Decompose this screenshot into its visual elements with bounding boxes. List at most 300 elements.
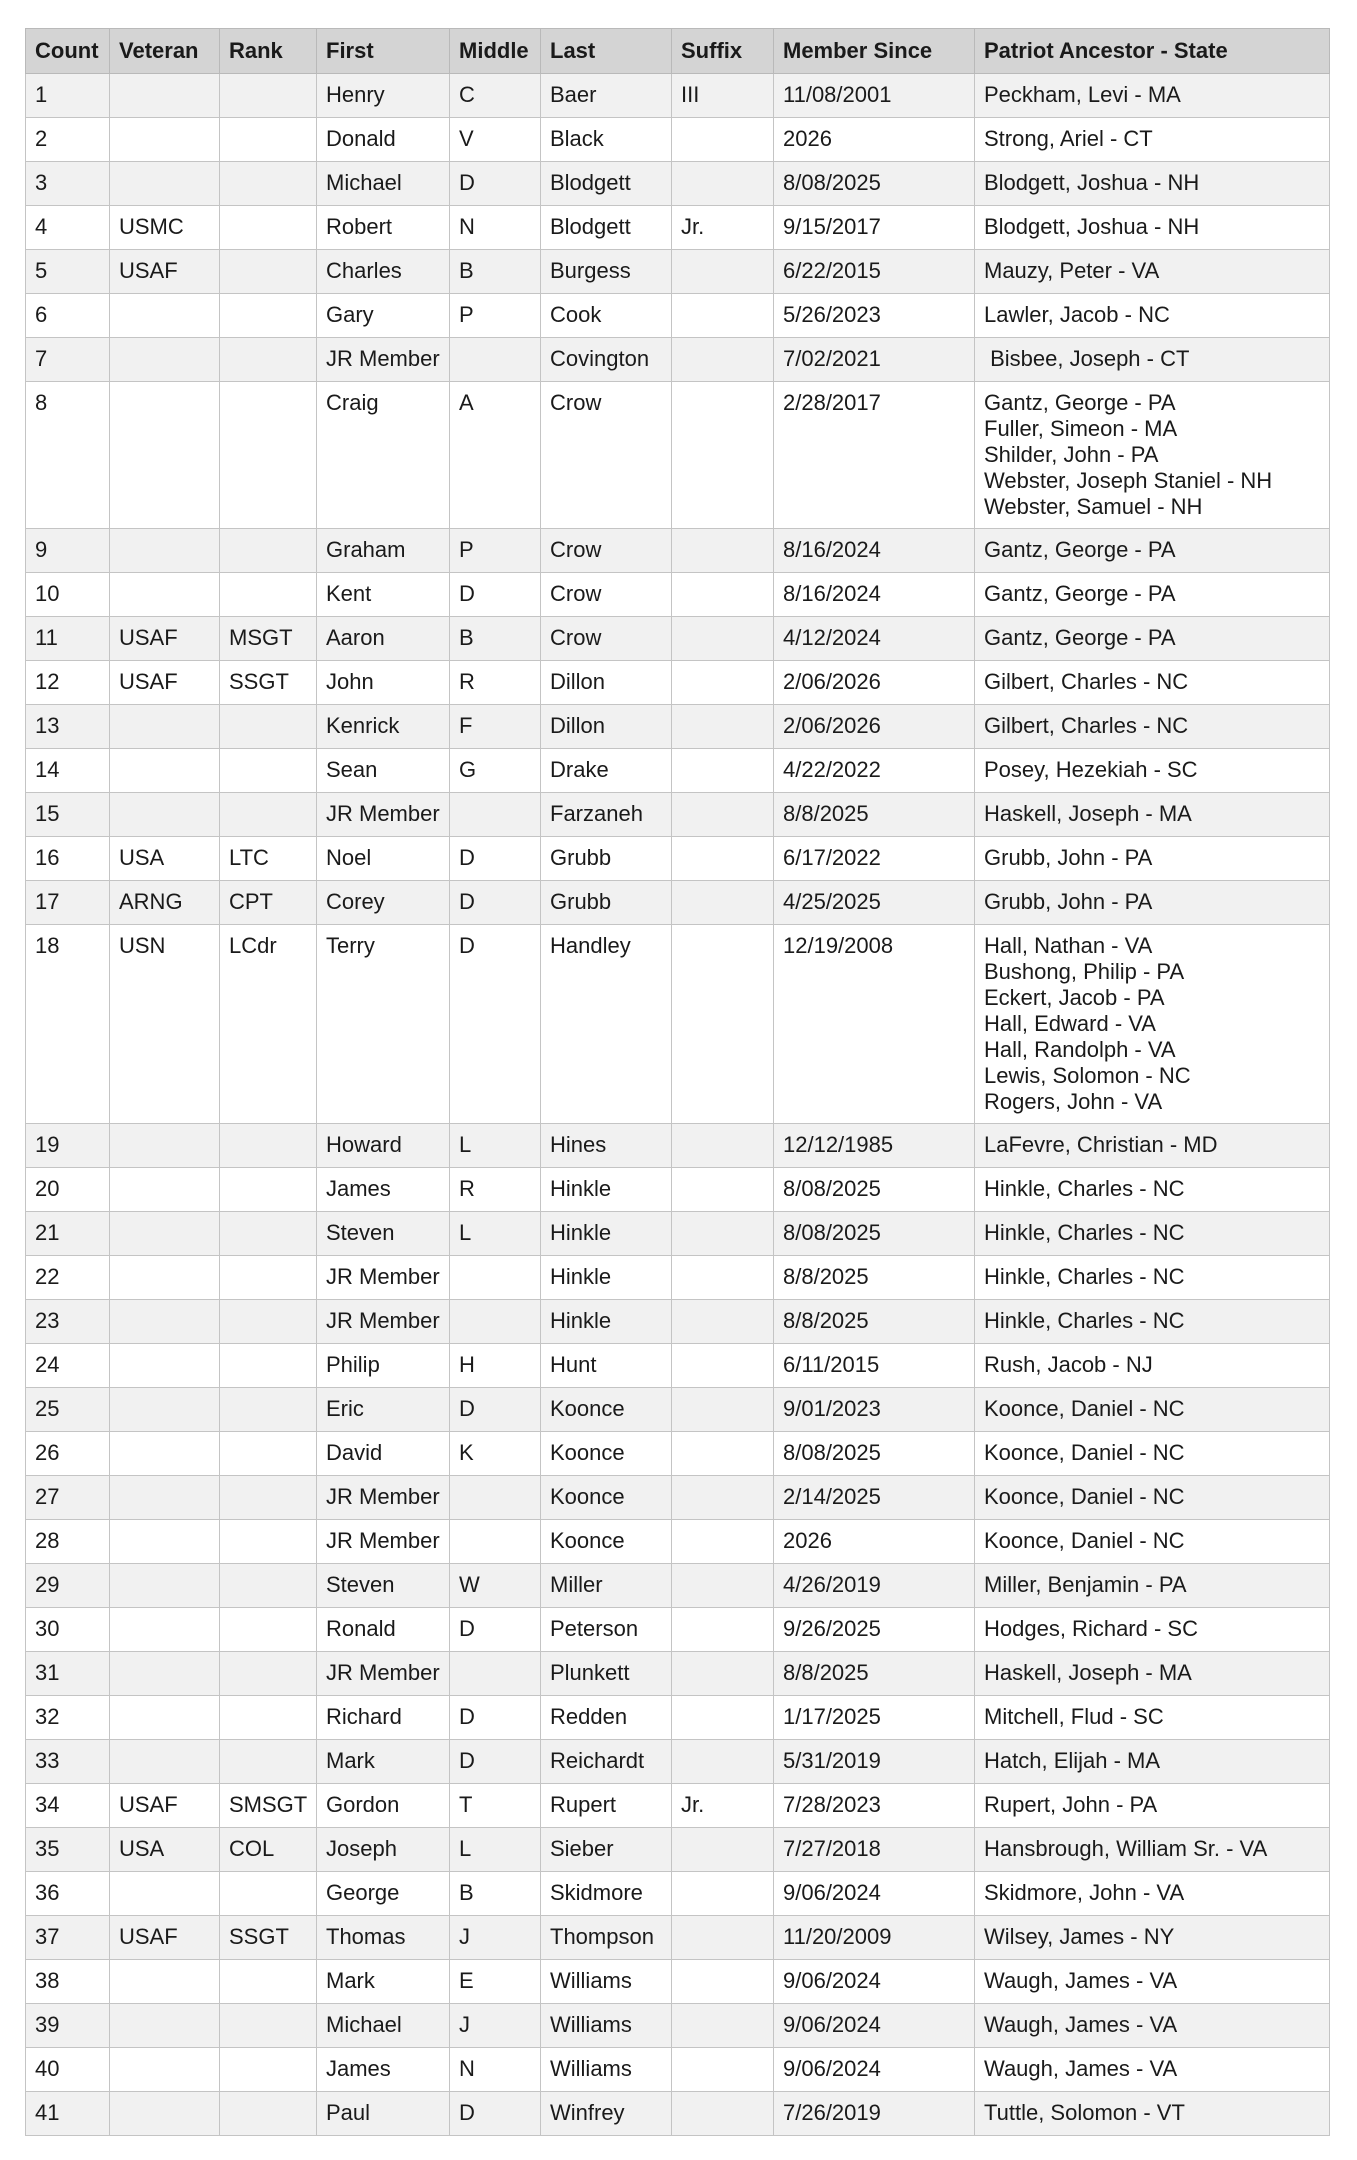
cell-last-name: Dillon xyxy=(541,705,672,749)
cell-member-since: 7/02/2021 xyxy=(774,338,975,382)
ancestor-entry: Fuller, Simeon - MA xyxy=(984,416,1178,441)
cell-member-since: 8/08/2025 xyxy=(774,1212,975,1256)
ancestor-entry: Haskell, Joseph - MA xyxy=(984,801,1192,826)
table-row xyxy=(26,837,1330,881)
ancestor-entry: Rogers, John - VA xyxy=(984,1089,1163,1114)
cell-veteran xyxy=(110,294,220,338)
cell-count: 23 xyxy=(26,1300,110,1344)
cell-count: 6 xyxy=(26,294,110,338)
table-row xyxy=(26,1344,1330,1388)
cell-rank xyxy=(220,1432,317,1476)
table-row xyxy=(26,294,1330,338)
cell-middle-initial: D xyxy=(450,1388,541,1432)
table-row xyxy=(26,881,1330,925)
cell-last-name: Covington xyxy=(541,338,672,382)
cell-rank xyxy=(220,1388,317,1432)
cell-patriot-ancestor xyxy=(975,1432,1330,1476)
cell-rank xyxy=(220,1564,317,1608)
cell-first-name: Howard xyxy=(317,1124,450,1168)
cell-rank xyxy=(220,1300,317,1344)
cell-count: 11 xyxy=(26,617,110,661)
ancestor-entry: Webster, Samuel - NH xyxy=(984,494,1203,519)
cell-first-name: David xyxy=(317,1432,450,1476)
ancestor-entry: Bushong, Philip - PA xyxy=(984,959,1185,984)
cell-member-since: 8/08/2025 xyxy=(774,1432,975,1476)
cell-member-since: 4/26/2019 xyxy=(774,1564,975,1608)
ancestor-entry: Gilbert, Charles - NC xyxy=(984,713,1189,738)
header-count: Count xyxy=(26,29,110,74)
cell-patriot-ancestor xyxy=(975,837,1330,881)
cell-first-name: Corey xyxy=(317,881,450,925)
cell-first-name: JR Member xyxy=(317,793,450,837)
cell-middle-initial: D xyxy=(450,162,541,206)
cell-middle-initial: D xyxy=(450,573,541,617)
cell-veteran xyxy=(110,1300,220,1344)
table-row xyxy=(26,1520,1330,1564)
table-header xyxy=(26,29,1330,74)
cell-veteran xyxy=(110,1476,220,1520)
ancestor-entry: LaFevre, Christian - MD xyxy=(984,1132,1218,1157)
cell-first-name: Thomas xyxy=(317,1916,450,1960)
table-row xyxy=(26,1124,1330,1168)
cell-suffix xyxy=(672,1960,774,2004)
cell-first-name: Mark xyxy=(317,1740,450,1784)
table-row xyxy=(26,206,1330,250)
ancestor-entry: Gilbert, Charles - NC xyxy=(984,669,1189,694)
table-row xyxy=(26,793,1330,837)
cell-rank xyxy=(220,573,317,617)
cell-first-name: JR Member xyxy=(317,1476,450,1520)
cell-first-name: JR Member xyxy=(317,1256,450,1300)
cell-suffix xyxy=(672,294,774,338)
cell-suffix xyxy=(672,573,774,617)
cell-count: 3 xyxy=(26,162,110,206)
cell-rank xyxy=(220,2004,317,2048)
cell-first-name: Terry xyxy=(317,925,450,1124)
cell-middle-initial: D xyxy=(450,881,541,925)
cell-rank: LCdr xyxy=(220,925,317,1124)
cell-last-name: Handley xyxy=(541,925,672,1124)
ancestor-entry: Lawler, Jacob - NC xyxy=(984,302,1170,327)
cell-patriot-ancestor xyxy=(975,573,1330,617)
cell-patriot-ancestor xyxy=(975,1520,1330,1564)
cell-suffix xyxy=(672,338,774,382)
header-rank: Rank xyxy=(220,29,317,74)
cell-last-name: Koonce xyxy=(541,1388,672,1432)
cell-veteran xyxy=(110,1564,220,1608)
header-suffix: Suffix xyxy=(672,29,774,74)
cell-patriot-ancestor xyxy=(975,1916,1330,1960)
member-table xyxy=(25,28,1330,2136)
cell-first-name: JR Member xyxy=(317,1652,450,1696)
cell-patriot-ancestor xyxy=(975,162,1330,206)
cell-member-since: 9/06/2024 xyxy=(774,2048,975,2092)
ancestor-entry: Grubb, John - PA xyxy=(984,889,1153,914)
ancestor-entry: Wilsey, James - NY xyxy=(984,1924,1175,1949)
ancestor-entry: Lewis, Solomon - NC xyxy=(984,1063,1191,1088)
cell-middle-initial: L xyxy=(450,1212,541,1256)
cell-last-name: Baer xyxy=(541,74,672,118)
cell-rank xyxy=(220,1344,317,1388)
ancestor-entry: Shilder, John - PA xyxy=(984,442,1159,467)
cell-suffix xyxy=(672,2092,774,2136)
cell-last-name: Redden xyxy=(541,1696,672,1740)
cell-first-name: JR Member xyxy=(317,338,450,382)
cell-rank xyxy=(220,1960,317,2004)
ancestor-entry: Koonce, Daniel - NC xyxy=(984,1396,1185,1421)
cell-rank xyxy=(220,1652,317,1696)
cell-member-since: 8/08/2025 xyxy=(774,162,975,206)
cell-patriot-ancestor xyxy=(975,881,1330,925)
cell-count: 25 xyxy=(26,1388,110,1432)
header-middle: Middle xyxy=(450,29,541,74)
table-row xyxy=(26,1432,1330,1476)
cell-veteran xyxy=(110,705,220,749)
cell-middle-initial xyxy=(450,338,541,382)
cell-suffix xyxy=(672,1652,774,1696)
cell-last-name: Hines xyxy=(541,1124,672,1168)
cell-count: 9 xyxy=(26,529,110,573)
ancestor-entry: Haskell, Joseph - MA xyxy=(984,1660,1192,1685)
cell-suffix xyxy=(672,1696,774,1740)
cell-first-name: JR Member xyxy=(317,1520,450,1564)
cell-veteran: USA xyxy=(110,837,220,881)
table-row xyxy=(26,2004,1330,2048)
cell-veteran xyxy=(110,1124,220,1168)
cell-last-name: Burgess xyxy=(541,250,672,294)
cell-patriot-ancestor xyxy=(975,294,1330,338)
cell-suffix: Jr. xyxy=(672,1784,774,1828)
table-row xyxy=(26,1740,1330,1784)
cell-middle-initial: E xyxy=(450,1960,541,2004)
cell-suffix xyxy=(672,1564,774,1608)
cell-patriot-ancestor xyxy=(975,206,1330,250)
cell-patriot-ancestor xyxy=(975,749,1330,793)
ancestor-entry: Posey, Hezekiah - SC xyxy=(984,757,1198,782)
cell-first-name: George xyxy=(317,1872,450,1916)
cell-rank xyxy=(220,529,317,573)
cell-first-name: Eric xyxy=(317,1388,450,1432)
ancestor-entry: Gantz, George - PA xyxy=(984,390,1176,415)
cell-patriot-ancestor xyxy=(975,1784,1330,1828)
table-row xyxy=(26,2048,1330,2092)
cell-middle-initial: J xyxy=(450,1916,541,1960)
header-last: Last xyxy=(541,29,672,74)
cell-suffix xyxy=(672,881,774,925)
cell-count: 27 xyxy=(26,1476,110,1520)
cell-veteran xyxy=(110,382,220,529)
cell-veteran xyxy=(110,1256,220,1300)
cell-count: 5 xyxy=(26,250,110,294)
cell-rank xyxy=(220,1872,317,1916)
cell-veteran xyxy=(110,74,220,118)
cell-rank xyxy=(220,749,317,793)
cell-count: 41 xyxy=(26,2092,110,2136)
cell-rank xyxy=(220,206,317,250)
ancestor-entry: Hinkle, Charles - NC xyxy=(984,1176,1185,1201)
cell-count: 36 xyxy=(26,1872,110,1916)
cell-veteran xyxy=(110,1696,220,1740)
ancestor-entry: Hansbrough, William Sr. - VA xyxy=(984,1836,1268,1861)
table-row xyxy=(26,1652,1330,1696)
cell-rank xyxy=(220,1256,317,1300)
cell-count: 4 xyxy=(26,206,110,250)
cell-middle-initial: D xyxy=(450,837,541,881)
cell-count: 10 xyxy=(26,573,110,617)
cell-count: 31 xyxy=(26,1652,110,1696)
cell-veteran xyxy=(110,1740,220,1784)
cell-last-name: Rupert xyxy=(541,1784,672,1828)
table-row xyxy=(26,118,1330,162)
cell-veteran xyxy=(110,118,220,162)
ancestor-entry: Strong, Ariel - CT xyxy=(984,126,1153,151)
cell-patriot-ancestor xyxy=(975,1476,1330,1520)
cell-suffix: Jr. xyxy=(672,206,774,250)
cell-first-name: Kent xyxy=(317,573,450,617)
cell-middle-initial: B xyxy=(450,1872,541,1916)
ancestor-entry: Blodgett, Joshua - NH xyxy=(984,170,1200,195)
ancestor-entry: Miller, Benjamin - PA xyxy=(984,1572,1187,1597)
cell-middle-initial: C xyxy=(450,74,541,118)
cell-patriot-ancestor xyxy=(975,1212,1330,1256)
cell-count: 29 xyxy=(26,1564,110,1608)
cell-patriot-ancestor xyxy=(975,617,1330,661)
cell-first-name: Richard xyxy=(317,1696,450,1740)
cell-member-since: 9/01/2023 xyxy=(774,1388,975,1432)
cell-member-since: 9/15/2017 xyxy=(774,206,975,250)
cell-middle-initial: P xyxy=(450,529,541,573)
cell-suffix xyxy=(672,382,774,529)
cell-member-since: 8/8/2025 xyxy=(774,1300,975,1344)
cell-rank xyxy=(220,162,317,206)
cell-rank xyxy=(220,1696,317,1740)
cell-first-name: Graham xyxy=(317,529,450,573)
cell-last-name: Drake xyxy=(541,749,672,793)
cell-first-name: Ronald xyxy=(317,1608,450,1652)
table-row xyxy=(26,925,1330,1124)
cell-patriot-ancestor xyxy=(975,1124,1330,1168)
cell-suffix xyxy=(672,837,774,881)
cell-first-name: Paul xyxy=(317,2092,450,2136)
cell-middle-initial: D xyxy=(450,2092,541,2136)
cell-rank: COL xyxy=(220,1828,317,1872)
cell-patriot-ancestor xyxy=(975,1300,1330,1344)
cell-suffix xyxy=(672,1124,774,1168)
cell-veteran: USAF xyxy=(110,1916,220,1960)
cell-count: 19 xyxy=(26,1124,110,1168)
cell-count: 40 xyxy=(26,2048,110,2092)
cell-first-name: Aaron xyxy=(317,617,450,661)
table-row xyxy=(26,1388,1330,1432)
cell-suffix xyxy=(672,1476,774,1520)
member-table-container xyxy=(25,28,1329,2136)
cell-patriot-ancestor xyxy=(975,1872,1330,1916)
cell-last-name: Koonce xyxy=(541,1520,672,1564)
table-row xyxy=(26,1168,1330,1212)
table-row xyxy=(26,382,1330,529)
cell-last-name: Blodgett xyxy=(541,206,672,250)
cell-last-name: Koonce xyxy=(541,1432,672,1476)
cell-member-since: 2/14/2025 xyxy=(774,1476,975,1520)
cell-rank xyxy=(220,382,317,529)
cell-patriot-ancestor xyxy=(975,74,1330,118)
cell-rank xyxy=(220,338,317,382)
cell-rank: SSGT xyxy=(220,1916,317,1960)
cell-rank xyxy=(220,1168,317,1212)
cell-count: 18 xyxy=(26,925,110,1124)
ancestor-entry: Hinkle, Charles - NC xyxy=(984,1220,1185,1245)
cell-count: 17 xyxy=(26,881,110,925)
cell-suffix xyxy=(672,1168,774,1212)
cell-last-name: Blodgett xyxy=(541,162,672,206)
cell-last-name: Sieber xyxy=(541,1828,672,1872)
cell-member-since: 7/27/2018 xyxy=(774,1828,975,1872)
cell-last-name: Crow xyxy=(541,529,672,573)
cell-last-name: Plunkett xyxy=(541,1652,672,1696)
cell-middle-initial: K xyxy=(450,1432,541,1476)
cell-veteran xyxy=(110,1652,220,1696)
cell-rank xyxy=(220,1608,317,1652)
cell-first-name: Steven xyxy=(317,1564,450,1608)
table-row xyxy=(26,250,1330,294)
cell-middle-initial: D xyxy=(450,1696,541,1740)
cell-rank xyxy=(220,2092,317,2136)
cell-patriot-ancestor xyxy=(975,529,1330,573)
header-first: First xyxy=(317,29,450,74)
cell-veteran: USAF xyxy=(110,250,220,294)
table-row xyxy=(26,1256,1330,1300)
cell-count: 39 xyxy=(26,2004,110,2048)
cell-member-since: 8/08/2025 xyxy=(774,1168,975,1212)
cell-last-name: Crow xyxy=(541,573,672,617)
cell-last-name: Crow xyxy=(541,617,672,661)
cell-first-name: Michael xyxy=(317,2004,450,2048)
cell-first-name: Michael xyxy=(317,162,450,206)
cell-last-name: Hinkle xyxy=(541,1212,672,1256)
cell-count: 21 xyxy=(26,1212,110,1256)
cell-veteran xyxy=(110,1344,220,1388)
cell-member-since: 7/26/2019 xyxy=(774,2092,975,2136)
cell-middle-initial xyxy=(450,1300,541,1344)
table-row xyxy=(26,529,1330,573)
ancestor-entry: Hodges, Richard - SC xyxy=(984,1616,1198,1641)
cell-member-since: 8/16/2024 xyxy=(774,573,975,617)
cell-first-name: Gordon xyxy=(317,1784,450,1828)
ancestor-entry: Waugh, James - VA xyxy=(984,2012,1178,2037)
table-row xyxy=(26,2092,1330,2136)
table-row xyxy=(26,1564,1330,1608)
ancestor-entry: Eckert, Jacob - PA xyxy=(984,985,1165,1010)
cell-member-since: 9/06/2024 xyxy=(774,1960,975,2004)
cell-last-name: Skidmore xyxy=(541,1872,672,1916)
ancestor-entry: Hall, Nathan - VA xyxy=(984,933,1153,958)
cell-suffix xyxy=(672,793,774,837)
cell-veteran: USN xyxy=(110,925,220,1124)
cell-first-name: Noel xyxy=(317,837,450,881)
cell-first-name: Philip xyxy=(317,1344,450,1388)
cell-first-name: Joseph xyxy=(317,1828,450,1872)
cell-member-since: 8/16/2024 xyxy=(774,529,975,573)
ancestor-entry: Gantz, George - PA xyxy=(984,537,1176,562)
ancestor-entry: Waugh, James - VA xyxy=(984,2056,1178,2081)
ancestor-entry: Mitchell, Flud - SC xyxy=(984,1704,1164,1729)
cell-middle-initial: W xyxy=(450,1564,541,1608)
cell-member-since: 12/19/2008 xyxy=(774,925,975,1124)
table-row xyxy=(26,162,1330,206)
cell-member-since: 9/26/2025 xyxy=(774,1608,975,1652)
cell-veteran xyxy=(110,1960,220,2004)
cell-last-name: Hunt xyxy=(541,1344,672,1388)
cell-middle-initial: J xyxy=(450,2004,541,2048)
cell-rank xyxy=(220,1520,317,1564)
ancestor-entry: Blodgett, Joshua - NH xyxy=(984,214,1200,239)
cell-patriot-ancestor xyxy=(975,705,1330,749)
cell-count: 16 xyxy=(26,837,110,881)
cell-first-name: Henry xyxy=(317,74,450,118)
ancestor-entry: Koonce, Daniel - NC xyxy=(984,1440,1185,1465)
table-row xyxy=(26,1300,1330,1344)
cell-first-name: John xyxy=(317,661,450,705)
cell-veteran xyxy=(110,162,220,206)
cell-middle-initial xyxy=(450,1652,541,1696)
cell-middle-initial: L xyxy=(450,1124,541,1168)
cell-veteran: ARNG xyxy=(110,881,220,925)
ancestor-entry: Grubb, John - PA xyxy=(984,845,1153,870)
cell-veteran: USMC xyxy=(110,206,220,250)
cell-rank xyxy=(220,2048,317,2092)
ancestor-entry: Gantz, George - PA xyxy=(984,581,1176,606)
cell-count: 38 xyxy=(26,1960,110,2004)
cell-member-since: 2/06/2026 xyxy=(774,705,975,749)
ancestor-entry: Hinkle, Charles - NC xyxy=(984,1264,1185,1289)
cell-member-since: 8/8/2025 xyxy=(774,1256,975,1300)
ancestor-entry: Hinkle, Charles - NC xyxy=(984,1308,1185,1333)
cell-patriot-ancestor xyxy=(975,2092,1330,2136)
cell-suffix xyxy=(672,1300,774,1344)
cell-rank: LTC xyxy=(220,837,317,881)
cell-first-name: James xyxy=(317,1168,450,1212)
cell-middle-initial: H xyxy=(450,1344,541,1388)
header-member-since: Member Since xyxy=(774,29,975,74)
ancestor-entry: Koonce, Daniel - NC xyxy=(984,1528,1185,1553)
header-row xyxy=(26,29,1330,74)
table-row xyxy=(26,1960,1330,2004)
cell-first-name: Mark xyxy=(317,1960,450,2004)
cell-suffix xyxy=(672,118,774,162)
cell-middle-initial: T xyxy=(450,1784,541,1828)
cell-last-name: Williams xyxy=(541,2048,672,2092)
table-row xyxy=(26,749,1330,793)
cell-veteran xyxy=(110,2092,220,2136)
cell-count: 15 xyxy=(26,793,110,837)
cell-veteran: USAF xyxy=(110,661,220,705)
cell-rank xyxy=(220,1476,317,1520)
cell-suffix xyxy=(672,2048,774,2092)
cell-patriot-ancestor xyxy=(975,1696,1330,1740)
cell-rank: CPT xyxy=(220,881,317,925)
cell-last-name: Grubb xyxy=(541,881,672,925)
cell-rank xyxy=(220,1212,317,1256)
cell-veteran xyxy=(110,2048,220,2092)
cell-count: 7 xyxy=(26,338,110,382)
table-row xyxy=(26,74,1330,118)
cell-suffix xyxy=(672,529,774,573)
cell-count: 33 xyxy=(26,1740,110,1784)
cell-patriot-ancestor xyxy=(975,1388,1330,1432)
table-row xyxy=(26,1872,1330,1916)
cell-first-name: JR Member xyxy=(317,1300,450,1344)
cell-veteran xyxy=(110,2004,220,2048)
